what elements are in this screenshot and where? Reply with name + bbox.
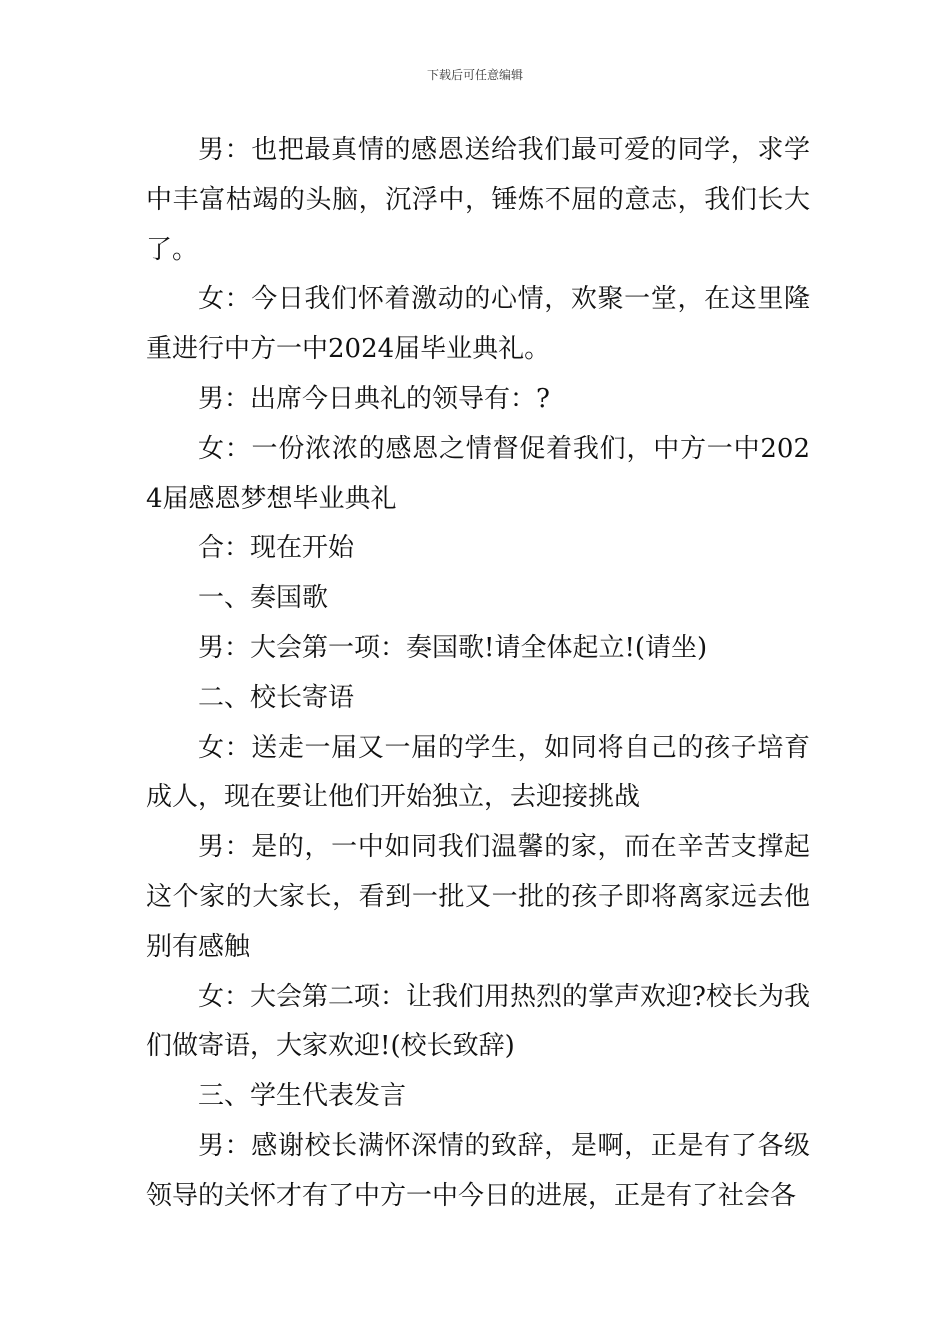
paragraph-female-farewell: 女：送走一届又一届的学生，如同将自己的孩子培育成人，现在要让他们开始独立，去迎接挑战: [146, 732, 810, 813]
section-heading-principal: 二、校长寄语: [198, 682, 355, 713]
paragraph-male-home: 男：是的，一中如同我们温馨的家，而在辛苦支撑起这个家的大家长，看到一批又一批的孩子即将离家远去他别有感触: [146, 832, 810, 962]
section-heading-anthem: 一、奏国歌: [198, 583, 329, 614]
paragraph-male-thanks: 男：感谢校长满怀深情的致辞，是啊，正是有了各级领导的关怀才有了中方一中今日的进展，正是有了社会各: [146, 1130, 810, 1211]
page-header: 下载后可任意编辑: [426, 68, 523, 82]
paragraph-female-welcome: 女：今日我们怀着激动的心情，欢聚一堂，在这里隆重进行中方一中2024届毕业典礼。: [146, 284, 810, 365]
paragraph-male-anthem: 男：大会第一项：奏国歌!请全体起立!(请坐): [198, 632, 708, 663]
document-body: [146, 126, 810, 1222]
paragraph-male-gratitude: 男：也把最真情的感恩送给我们最可爱的同学，求学中丰富枯竭的头脑，沉浮中，锤炼不屈的意志，我们长大了。: [146, 135, 810, 265]
section-heading-student-speech: 三、学生代表发言: [198, 1081, 407, 1112]
paragraph-male-leaders: 男：出席今日典礼的领导有：?: [198, 383, 550, 414]
paragraph-female-principal-speech: 女：大会第二项：让我们用热烈的掌声欢迎?校长为我们做寄语，大家欢迎!(校长致辞): [146, 981, 810, 1062]
paragraph-together-start: 合：现在开始: [198, 533, 355, 564]
paragraph-female-ceremony: 女：一份浓浓的感恩之情督促着我们，中方一中2024届感恩梦想毕业典礼: [146, 433, 810, 514]
